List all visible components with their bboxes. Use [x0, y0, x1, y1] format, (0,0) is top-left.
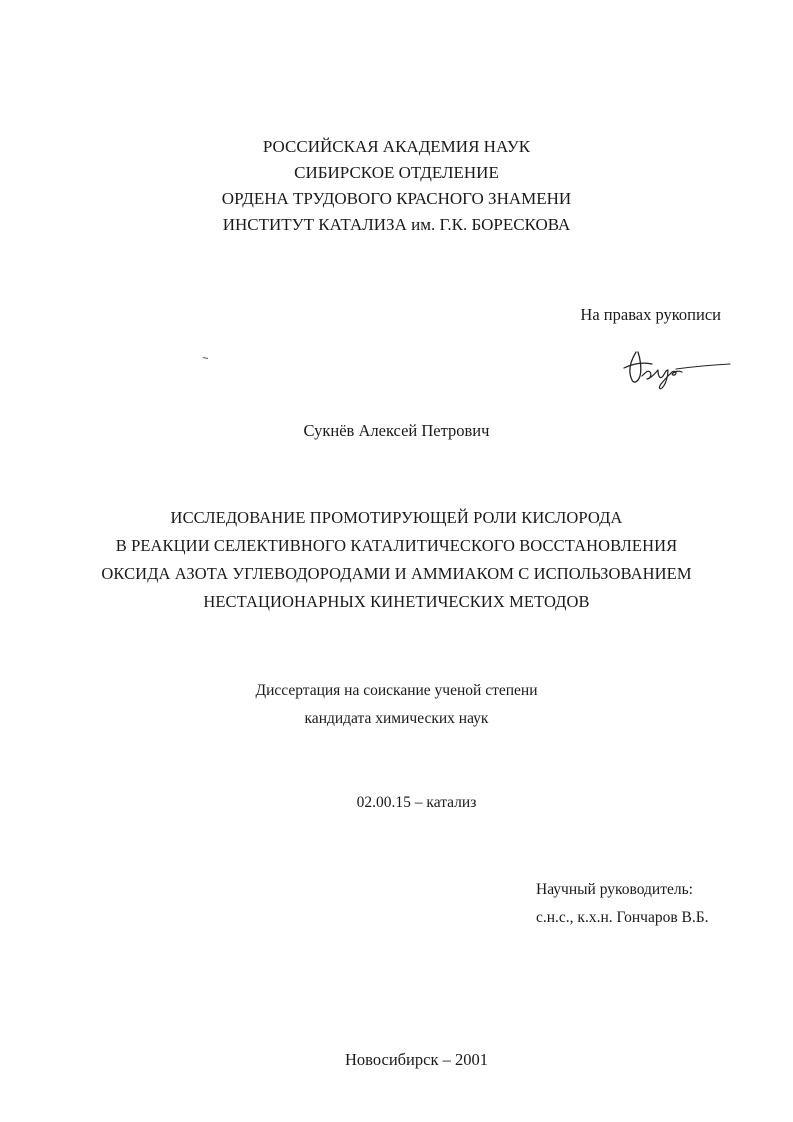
author-name: Сукнёв Алексей Петрович — [303, 421, 490, 440]
thesis-title-line-4: НЕСТАЦИОНАРНЫХ КИНЕТИЧЕСКИХ МЕТОДОВ — [203, 592, 590, 611]
institution-line-academy: РОССИЙСКАЯ АКАДЕМИЯ НАУК — [262, 137, 531, 156]
degree-line-1: Диссертация на соискание ученой степени — [255, 682, 538, 699]
thesis-title-line-2: В РЕАКЦИИ СЕЛЕКТИВНОГО КАТАЛИТИЧЕСКОГО ВОССТАНОВЛЕНИЯ — [115, 536, 678, 555]
manuscript-rights-note: На правах рукописи — [580, 305, 721, 324]
supervisor-name: с.н.с., к.х.н. Гончаров В.Б. — [536, 909, 709, 926]
author-signature-icon — [616, 342, 732, 390]
thesis-title-line-3: ОКСИДА АЗОТА УГЛЕВОДОРОДАМИ И АММИАКОМ С ИСПОЛЬЗОВАНИЕМ — [101, 564, 692, 583]
institution-line-order: ОРДЕНА ТРУДОВОГО КРАСНОГО ЗНАМЕНИ — [221, 189, 572, 208]
thesis-title-line-1: ИССЛЕДОВАНИЕ ПРОМОТИРУЮЩЕЙ РОЛИ КИСЛОРОДА — [170, 508, 623, 527]
institution-header — [0, 134, 793, 238]
thesis-title — [0, 504, 793, 616]
supervisor-block — [536, 876, 709, 932]
specialty-code: 02.00.15 – катализ — [356, 794, 477, 811]
degree-statement — [0, 677, 793, 733]
scan-speck-icon — [203, 357, 208, 359]
institution-line-branch: СИБИРСКОЕ ОТДЕЛЕНИЕ — [294, 163, 499, 182]
institution-line-institute: ИНСТИТУТ КАТАЛИЗА им. Г.К. БОРЕСКОВА — [222, 215, 571, 234]
degree-line-2: кандидата химических наук — [304, 710, 489, 727]
city-year: Новосибирск – 2001 — [345, 1050, 488, 1069]
supervisor-label: Научный руководитель: — [536, 881, 693, 898]
